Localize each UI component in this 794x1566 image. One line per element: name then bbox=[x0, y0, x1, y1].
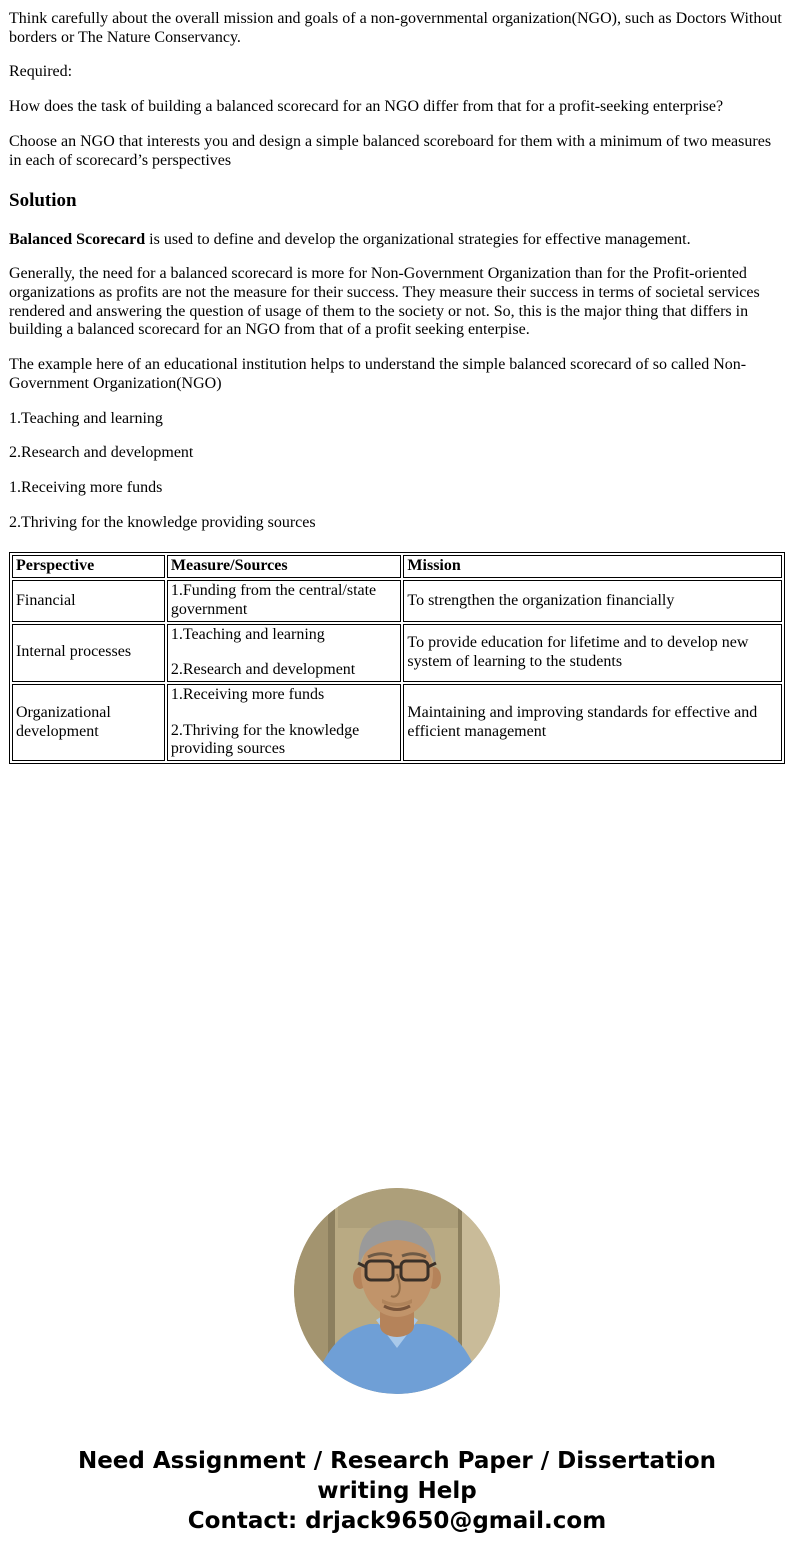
header-measure-sources: Measure/Sources bbox=[167, 555, 402, 578]
measure-item: 1.Teaching and learning bbox=[170, 625, 325, 643]
solution-paragraph-2: The example here of an educational institution helps to understand the simple balanced scorecard of so called Non-Government Organization(NGO) bbox=[9, 356, 747, 392]
measures-cell bbox=[167, 684, 402, 761]
list-item-funds: 1.Receiving more funds bbox=[9, 479, 163, 496]
perspective-cell: Financial bbox=[12, 580, 165, 621]
instructor-avatar-illustration bbox=[294, 1188, 500, 1394]
scorecard-table bbox=[9, 552, 785, 764]
measure-item: 2.Research and development bbox=[170, 661, 356, 679]
list-item-research: 2.Research and development bbox=[9, 444, 194, 462]
table-row-internal-processes bbox=[12, 624, 782, 682]
measure-item: 2.Thriving for the knowledge providing sources bbox=[170, 721, 360, 758]
spacer bbox=[9, 764, 785, 1188]
mission-cell: Maintaining and improving standards for effective and efficient management bbox=[403, 684, 782, 761]
footer-line-2: writing Help bbox=[317, 1478, 477, 1505]
intro-paragraph: Think carefully about the overall mission and goals of a non-governmental organization(NGO), such as Doctors Without borders or The Nature Conservancy. bbox=[9, 10, 782, 46]
list-item-knowledge: 2.Thriving for the knowledge providing sources bbox=[9, 513, 316, 531]
measures-cell bbox=[167, 580, 402, 621]
header-mission: Mission bbox=[403, 555, 782, 578]
mission-cell: To provide education for lifetime and to develop new system of learning to the students bbox=[403, 624, 782, 682]
header-perspective: Perspective bbox=[12, 555, 165, 578]
measures-cell bbox=[167, 624, 402, 682]
table-row-financial bbox=[12, 580, 782, 621]
table-row-organizational-development bbox=[12, 684, 782, 761]
solution-lead-paragraph bbox=[9, 231, 785, 250]
measure-item: 1.Funding from the central/state government bbox=[170, 582, 377, 618]
list-item-teaching: 1.Teaching and learning bbox=[9, 409, 163, 427]
question-2: Choose an NGO that interests you and design a simple balanced scoreboard for them with a minimum of two measures in each of scorecard’s perspectives bbox=[9, 132, 772, 169]
measure-item: 1.Receiving more funds bbox=[170, 686, 325, 704]
perspective-cell: Internal processes bbox=[12, 624, 165, 682]
solution-lead-bold: Balanced Scorecard bbox=[9, 230, 146, 248]
solution-paragraph-1: Generally, the need for a balanced scorecard is more for Non-Government Organization than for the Profit-oriented organizations as profits are not the measure for their success. They measure their success in terms of societal services rendered and answering the question of usage of them to the society or not. So, this is the major thing that differs in building a balanced scorecard for an NGO from that of a profit seeking enterpise. bbox=[9, 265, 760, 339]
required-label: Required: bbox=[9, 63, 73, 81]
instructor-avatar bbox=[294, 1188, 500, 1394]
mission-cell: To strengthen the organization financially bbox=[403, 580, 782, 621]
solution-heading: Solution bbox=[9, 190, 77, 212]
footer-contact-email: Contact: drjack9650@gmail.com bbox=[187, 1508, 607, 1535]
table-header-row bbox=[12, 555, 782, 578]
footer-line-1: Need Assignment / Research Paper / Dissertation bbox=[77, 1448, 717, 1475]
perspective-cell: Organizational development bbox=[12, 684, 165, 761]
question-1: How does the task of building a balanced scorecard for an NGO differ from that for a profit-seeking enterprise? bbox=[9, 98, 724, 116]
solution-lead-rest: is used to define and develop the organizational strategies for effective management. bbox=[145, 230, 691, 248]
